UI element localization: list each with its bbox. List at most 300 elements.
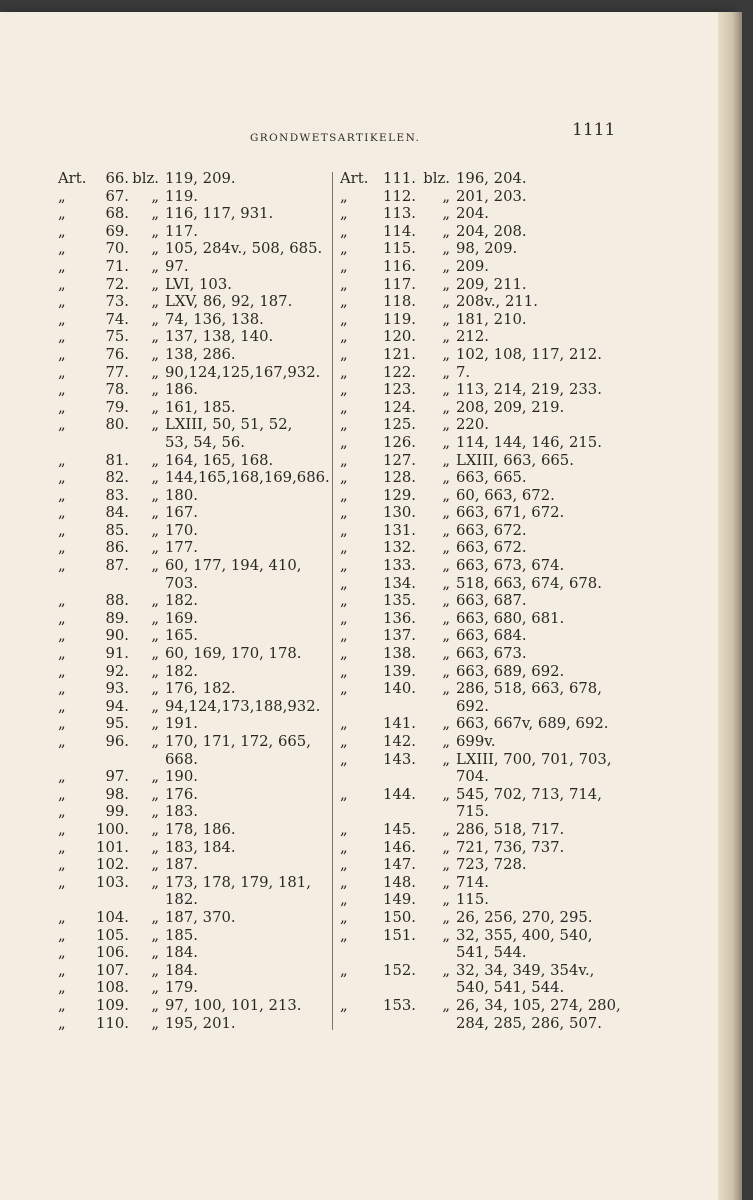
article-number: 109. bbox=[96, 996, 129, 1014]
index-entry bbox=[58, 223, 358, 241]
index-entry bbox=[340, 909, 630, 927]
entry-prefix: „ bbox=[58, 310, 66, 328]
entry-prefix: „ bbox=[58, 961, 66, 979]
index-entry bbox=[340, 452, 630, 470]
page-ref-marker: „ bbox=[151, 328, 159, 346]
index-entry bbox=[58, 416, 358, 434]
index-entry bbox=[340, 469, 630, 487]
page-list: 286, 518, 663, 678, bbox=[456, 680, 602, 698]
index-entry-continuation bbox=[340, 803, 630, 821]
page-list: 117. bbox=[165, 222, 198, 240]
index-entry bbox=[340, 997, 630, 1015]
article-number: 114. bbox=[383, 222, 416, 240]
page-list: 170. bbox=[165, 521, 198, 539]
entry-prefix: „ bbox=[340, 926, 348, 944]
entry-prefix: Art. bbox=[58, 170, 87, 187]
article-number: 80. bbox=[105, 416, 129, 434]
article-number: 129. bbox=[383, 486, 416, 504]
page-list: 663, 667v, 689, 692. bbox=[456, 715, 609, 733]
page-list: 663, 672. bbox=[456, 521, 527, 539]
article-number: 144. bbox=[383, 785, 416, 803]
entry-prefix: „ bbox=[58, 733, 66, 750]
index-entry bbox=[340, 575, 630, 593]
index-entry bbox=[340, 522, 630, 540]
index-entry bbox=[58, 293, 358, 311]
entry-prefix: „ bbox=[58, 328, 66, 346]
article-number: 92. bbox=[105, 662, 129, 680]
article-number: 141. bbox=[383, 715, 416, 733]
page-list: 663, 672. bbox=[456, 539, 527, 557]
page-list: LXIII, 663, 665. bbox=[456, 451, 574, 469]
page-list: 114, 144, 146, 215. bbox=[456, 433, 602, 451]
index-column-right bbox=[340, 170, 630, 1032]
page-list: 186. bbox=[165, 381, 198, 399]
page-ref-marker: „ bbox=[442, 345, 450, 363]
page-list: 284, 285, 286, 507. bbox=[456, 1014, 602, 1032]
article-number: 115. bbox=[383, 240, 416, 258]
article-number: 99. bbox=[105, 803, 129, 821]
page-list: 668. bbox=[165, 750, 198, 768]
index-entry-continuation bbox=[340, 768, 630, 786]
entry-prefix: „ bbox=[340, 627, 348, 645]
index-entry bbox=[340, 839, 630, 857]
page-ref-marker: „ bbox=[151, 926, 159, 944]
page-list: 32, 34, 349, 354v., bbox=[456, 961, 595, 979]
index-entry bbox=[58, 839, 358, 857]
page-list: 105, 284v., 508, 685. bbox=[165, 240, 323, 258]
index-entry bbox=[58, 979, 358, 997]
page-ref-marker: „ bbox=[442, 504, 450, 522]
page-ref-marker: blz. bbox=[423, 170, 450, 187]
page-ref-marker: „ bbox=[442, 398, 450, 416]
page-list: LXIII, 700, 701, 703, bbox=[456, 750, 612, 768]
entry-prefix: „ bbox=[58, 205, 66, 223]
entry-prefix: „ bbox=[58, 416, 66, 434]
page-list: 721, 736, 737. bbox=[456, 838, 565, 856]
page-ref-marker: „ bbox=[151, 222, 159, 240]
entry-prefix: „ bbox=[58, 521, 66, 539]
index-entry bbox=[340, 592, 630, 610]
page-list: 137, 138, 140. bbox=[165, 328, 274, 346]
entry-prefix: „ bbox=[340, 381, 348, 399]
page-list: 176, 182. bbox=[165, 680, 236, 698]
article-number: 117. bbox=[383, 275, 416, 293]
entry-prefix: „ bbox=[58, 838, 66, 856]
entry-prefix: „ bbox=[58, 996, 66, 1014]
entry-prefix: „ bbox=[58, 539, 66, 557]
article-number: 85. bbox=[105, 521, 129, 539]
page-list: 115. bbox=[456, 891, 489, 909]
entry-prefix: „ bbox=[58, 908, 66, 926]
page-list: 183, 184. bbox=[165, 838, 236, 856]
article-number: 102. bbox=[96, 856, 129, 874]
entry-prefix: „ bbox=[340, 715, 348, 733]
entry-prefix: „ bbox=[58, 469, 66, 487]
page-ref-marker: „ bbox=[442, 433, 450, 451]
entry-prefix: „ bbox=[340, 310, 348, 328]
page-list: 715. bbox=[456, 803, 489, 821]
entry-prefix: „ bbox=[340, 345, 348, 363]
article-number: 93. bbox=[105, 680, 129, 698]
index-entry bbox=[58, 240, 358, 258]
index-entry bbox=[340, 663, 630, 681]
page-ref-marker: „ bbox=[151, 662, 159, 680]
article-number: 146. bbox=[383, 838, 416, 856]
index-entry bbox=[340, 962, 630, 980]
page-list: 185. bbox=[165, 926, 198, 944]
index-entry bbox=[340, 258, 630, 276]
index-entry bbox=[340, 821, 630, 839]
page-ref-marker: „ bbox=[442, 785, 450, 803]
index-entry bbox=[58, 487, 358, 505]
page-list: 518, 663, 674, 678. bbox=[456, 574, 602, 592]
page-ref-marker: „ bbox=[151, 451, 159, 469]
page-list: LXIII, 50, 51, 52, bbox=[165, 416, 293, 434]
article-number: 100. bbox=[96, 820, 129, 838]
page-ref-marker: „ bbox=[151, 398, 159, 416]
article-number: 89. bbox=[105, 609, 129, 627]
page-ref-marker: „ bbox=[442, 257, 450, 275]
entry-prefix: „ bbox=[340, 891, 348, 909]
entry-prefix: „ bbox=[58, 1014, 66, 1032]
article-number: 148. bbox=[383, 873, 416, 891]
page-ref-marker: „ bbox=[151, 697, 159, 715]
page-ref-marker: „ bbox=[151, 310, 159, 328]
entry-prefix: „ bbox=[340, 750, 348, 768]
index-entry bbox=[340, 856, 630, 874]
page-ref-marker: „ bbox=[151, 768, 159, 786]
article-number: 68. bbox=[105, 205, 129, 223]
index-entry-continuation bbox=[58, 575, 358, 593]
entry-prefix: „ bbox=[58, 557, 66, 575]
entry-prefix: „ bbox=[58, 257, 66, 275]
index-entry bbox=[58, 733, 358, 751]
page-ref-marker: „ bbox=[442, 539, 450, 557]
article-number: 69. bbox=[105, 222, 129, 240]
index-entry bbox=[340, 786, 630, 804]
entry-prefix: „ bbox=[58, 944, 66, 962]
index-entry-continuation bbox=[340, 979, 630, 997]
page-list: 663, 665. bbox=[456, 469, 527, 487]
page-list: 177. bbox=[165, 539, 198, 557]
page-ref-marker: „ bbox=[442, 996, 450, 1014]
page-list: 204, 208. bbox=[456, 222, 527, 240]
page-list: 119. bbox=[165, 187, 198, 205]
index-entry bbox=[340, 751, 630, 769]
page-list: LXV, 86, 92, 187. bbox=[165, 293, 293, 311]
index-entry bbox=[58, 821, 358, 839]
entry-prefix: „ bbox=[58, 486, 66, 504]
page-ref-marker: „ bbox=[442, 838, 450, 856]
index-entry-continuation bbox=[340, 698, 630, 716]
article-number: 135. bbox=[383, 592, 416, 610]
page-list: 176. bbox=[165, 785, 198, 803]
page-ref-marker: „ bbox=[151, 961, 159, 979]
page-list: 173, 178, 179, 181, bbox=[165, 873, 311, 891]
index-entry bbox=[340, 188, 630, 206]
page-ref-marker: „ bbox=[442, 627, 450, 645]
index-entry-continuation bbox=[58, 434, 358, 452]
index-entry bbox=[340, 627, 630, 645]
entry-prefix: „ bbox=[340, 451, 348, 469]
entry-prefix: „ bbox=[58, 697, 66, 715]
page-list: 97. bbox=[165, 257, 189, 275]
index-entry bbox=[340, 205, 630, 223]
page-list: 180. bbox=[165, 486, 198, 504]
page-number: 1111 bbox=[572, 120, 616, 140]
article-number: 106. bbox=[96, 944, 129, 962]
entry-prefix: „ bbox=[58, 680, 66, 698]
entry-prefix: „ bbox=[340, 293, 348, 311]
page-ref-marker: „ bbox=[151, 733, 159, 750]
page-list: 97, 100, 101, 213. bbox=[165, 996, 302, 1014]
article-number: 125. bbox=[383, 416, 416, 434]
entry-prefix: „ bbox=[340, 856, 348, 874]
page-ref-marker: „ bbox=[151, 944, 159, 962]
page-list: 663, 689, 692. bbox=[456, 662, 565, 680]
article-number: 84. bbox=[105, 504, 129, 522]
index-entry bbox=[340, 311, 630, 329]
index-entry bbox=[340, 487, 630, 505]
page-list: 102, 108, 117, 212. bbox=[456, 345, 602, 363]
page-ref-marker: „ bbox=[442, 662, 450, 680]
page-ref-marker: „ bbox=[151, 486, 159, 504]
index-entry bbox=[340, 328, 630, 346]
index-entry bbox=[58, 364, 358, 382]
article-number: 107. bbox=[96, 961, 129, 979]
page-ref-marker: „ bbox=[151, 979, 159, 997]
index-entry-continuation bbox=[340, 944, 630, 962]
index-entry bbox=[58, 539, 358, 557]
index-entry bbox=[340, 416, 630, 434]
article-number: 72. bbox=[105, 275, 129, 293]
index-entry bbox=[340, 927, 630, 945]
index-entry bbox=[58, 698, 358, 716]
page-ref-marker: „ bbox=[442, 680, 450, 698]
entry-prefix: „ bbox=[58, 592, 66, 610]
index-entry bbox=[340, 680, 630, 698]
page-list: 182. bbox=[165, 891, 198, 909]
page-ref-marker: „ bbox=[442, 222, 450, 240]
entry-prefix: „ bbox=[340, 257, 348, 275]
page-list: 32, 355, 400, 540, bbox=[456, 926, 593, 944]
page-list: 714. bbox=[456, 873, 489, 891]
entry-prefix: „ bbox=[340, 557, 348, 575]
index-entry bbox=[340, 874, 630, 892]
page-list: 541, 544. bbox=[456, 944, 527, 962]
entry-prefix: „ bbox=[58, 715, 66, 733]
entry-prefix: „ bbox=[340, 486, 348, 504]
page-list: 209, 211. bbox=[456, 275, 527, 293]
index-entry bbox=[340, 399, 630, 417]
article-number: 143. bbox=[383, 750, 416, 768]
entry-prefix: „ bbox=[340, 363, 348, 381]
article-number: 152. bbox=[383, 961, 416, 979]
page-list: 116, 117, 931. bbox=[165, 205, 274, 223]
index-entry bbox=[58, 311, 358, 329]
page-list: 187. bbox=[165, 856, 198, 874]
index-entry bbox=[58, 962, 358, 980]
article-number: 73. bbox=[105, 293, 129, 311]
page-list: 167. bbox=[165, 504, 198, 522]
entry-prefix: „ bbox=[340, 521, 348, 539]
index-entry bbox=[58, 997, 358, 1015]
article-number: 113. bbox=[383, 205, 416, 223]
entry-prefix: „ bbox=[340, 908, 348, 926]
page-list: 204. bbox=[456, 205, 489, 223]
index-entry bbox=[58, 663, 358, 681]
entry-prefix: „ bbox=[340, 504, 348, 522]
entry-prefix: „ bbox=[340, 328, 348, 346]
page-list: 663, 687. bbox=[456, 592, 527, 610]
article-number: 105. bbox=[96, 926, 129, 944]
index-entry bbox=[340, 891, 630, 909]
page-ref-marker: „ bbox=[442, 363, 450, 381]
page-ref-marker: „ bbox=[442, 961, 450, 979]
index-entry-continuation bbox=[340, 1015, 630, 1033]
page-list: 181, 210. bbox=[456, 310, 527, 328]
page-list: 119, 209. bbox=[165, 170, 236, 187]
index-entry bbox=[58, 276, 358, 294]
page-list: 60, 663, 672. bbox=[456, 486, 555, 504]
article-number: 90. bbox=[105, 627, 129, 645]
entry-prefix: „ bbox=[58, 398, 66, 416]
page-ref-marker: „ bbox=[151, 293, 159, 311]
entry-prefix: „ bbox=[58, 768, 66, 786]
page-list: 170, 171, 172, 665, bbox=[165, 733, 311, 750]
page-ref-marker: „ bbox=[151, 680, 159, 698]
page-ref-marker: „ bbox=[442, 469, 450, 487]
index-entry bbox=[58, 645, 358, 663]
entry-prefix: „ bbox=[58, 275, 66, 293]
page-list: 692. bbox=[456, 697, 489, 715]
article-number: 128. bbox=[383, 469, 416, 487]
page-ref-marker: „ bbox=[442, 750, 450, 768]
index-entry bbox=[58, 557, 358, 575]
entry-prefix: „ bbox=[340, 873, 348, 891]
index-entry bbox=[58, 944, 358, 962]
index-entry bbox=[340, 539, 630, 557]
page-ref-marker: „ bbox=[442, 873, 450, 891]
page-ref-marker: „ bbox=[151, 187, 159, 205]
entry-prefix: „ bbox=[58, 627, 66, 645]
page-ref-marker: „ bbox=[442, 820, 450, 838]
page-list: 699v. bbox=[456, 733, 496, 750]
page-ref-marker: „ bbox=[151, 856, 159, 874]
entry-prefix: „ bbox=[58, 222, 66, 240]
index-entry bbox=[340, 240, 630, 258]
page-ref-marker: „ bbox=[151, 996, 159, 1014]
page-ref-marker: „ bbox=[442, 592, 450, 610]
index-entry bbox=[340, 381, 630, 399]
article-number: 112. bbox=[383, 187, 416, 205]
entry-prefix: „ bbox=[340, 469, 348, 487]
page-ref-marker: „ bbox=[151, 873, 159, 891]
index-entry bbox=[58, 1015, 358, 1033]
page-ref-marker: „ bbox=[151, 257, 159, 275]
page-list: 723, 728. bbox=[456, 856, 527, 874]
entry-prefix: „ bbox=[340, 961, 348, 979]
index-entry bbox=[58, 927, 358, 945]
column-divider bbox=[332, 172, 333, 1030]
page-ref-marker: „ bbox=[151, 240, 159, 258]
article-number: 120. bbox=[383, 328, 416, 346]
page-ref-marker: „ bbox=[151, 609, 159, 627]
page-list: LVI, 103. bbox=[165, 275, 232, 293]
page-list: 209. bbox=[456, 257, 489, 275]
article-number: 123. bbox=[383, 381, 416, 399]
article-number: 127. bbox=[383, 451, 416, 469]
page-list: 98, 209. bbox=[456, 240, 518, 258]
page-ref-marker: „ bbox=[442, 557, 450, 575]
article-number: 104. bbox=[96, 908, 129, 926]
entry-prefix: „ bbox=[340, 609, 348, 627]
article-number: 83. bbox=[105, 486, 129, 504]
page-ref-marker: „ bbox=[151, 908, 159, 926]
entry-prefix: „ bbox=[340, 733, 348, 750]
article-number: 121. bbox=[383, 345, 416, 363]
article-number: 101. bbox=[96, 838, 129, 856]
entry-prefix: „ bbox=[58, 803, 66, 821]
page-list: 60, 169, 170, 178. bbox=[165, 645, 302, 663]
page-list: 195, 201. bbox=[165, 1014, 236, 1032]
article-number: 81. bbox=[105, 451, 129, 469]
index-entry bbox=[340, 346, 630, 364]
page-ref-marker: „ bbox=[442, 187, 450, 205]
article-number: 116. bbox=[383, 257, 416, 275]
page-ref-marker: „ bbox=[442, 293, 450, 311]
page-list: 169. bbox=[165, 609, 198, 627]
page-list: 191. bbox=[165, 715, 198, 733]
index-entry bbox=[58, 328, 358, 346]
entry-prefix: „ bbox=[58, 926, 66, 944]
page-ref-marker: „ bbox=[442, 715, 450, 733]
entry-prefix: „ bbox=[58, 381, 66, 399]
index-entry bbox=[58, 768, 358, 786]
page-ref-marker: „ bbox=[442, 856, 450, 874]
page-ref-marker: „ bbox=[442, 205, 450, 223]
index-entry-continuation bbox=[58, 751, 358, 769]
page-ref-marker: „ bbox=[151, 1014, 159, 1032]
index-entry bbox=[340, 610, 630, 628]
article-number: 79. bbox=[105, 398, 129, 416]
index-entry bbox=[58, 680, 358, 698]
entry-prefix: „ bbox=[58, 187, 66, 205]
entry-prefix: „ bbox=[58, 873, 66, 891]
article-number: 153. bbox=[383, 996, 416, 1014]
page-list: 74, 136, 138. bbox=[165, 310, 264, 328]
index-entry bbox=[58, 469, 358, 487]
page-ref-marker: „ bbox=[151, 363, 159, 381]
page-ref-marker: „ bbox=[151, 381, 159, 399]
page-ref-marker: „ bbox=[151, 345, 159, 363]
index-entry bbox=[58, 592, 358, 610]
article-number: 98. bbox=[105, 785, 129, 803]
page-list: 663, 673, 674. bbox=[456, 557, 565, 575]
page-list: 26, 256, 270, 295. bbox=[456, 908, 593, 926]
article-number: 132. bbox=[383, 539, 416, 557]
page-ref-marker: „ bbox=[442, 645, 450, 663]
article-number: 138. bbox=[383, 645, 416, 663]
article-number: 66. bbox=[105, 170, 129, 187]
entry-prefix: „ bbox=[340, 996, 348, 1014]
article-number: 74. bbox=[105, 310, 129, 328]
article-number: 87. bbox=[105, 557, 129, 575]
page-list: 90,124,125,167,932. bbox=[165, 363, 321, 381]
article-number: 147. bbox=[383, 856, 416, 874]
article-number: 137. bbox=[383, 627, 416, 645]
index-entry bbox=[58, 627, 358, 645]
